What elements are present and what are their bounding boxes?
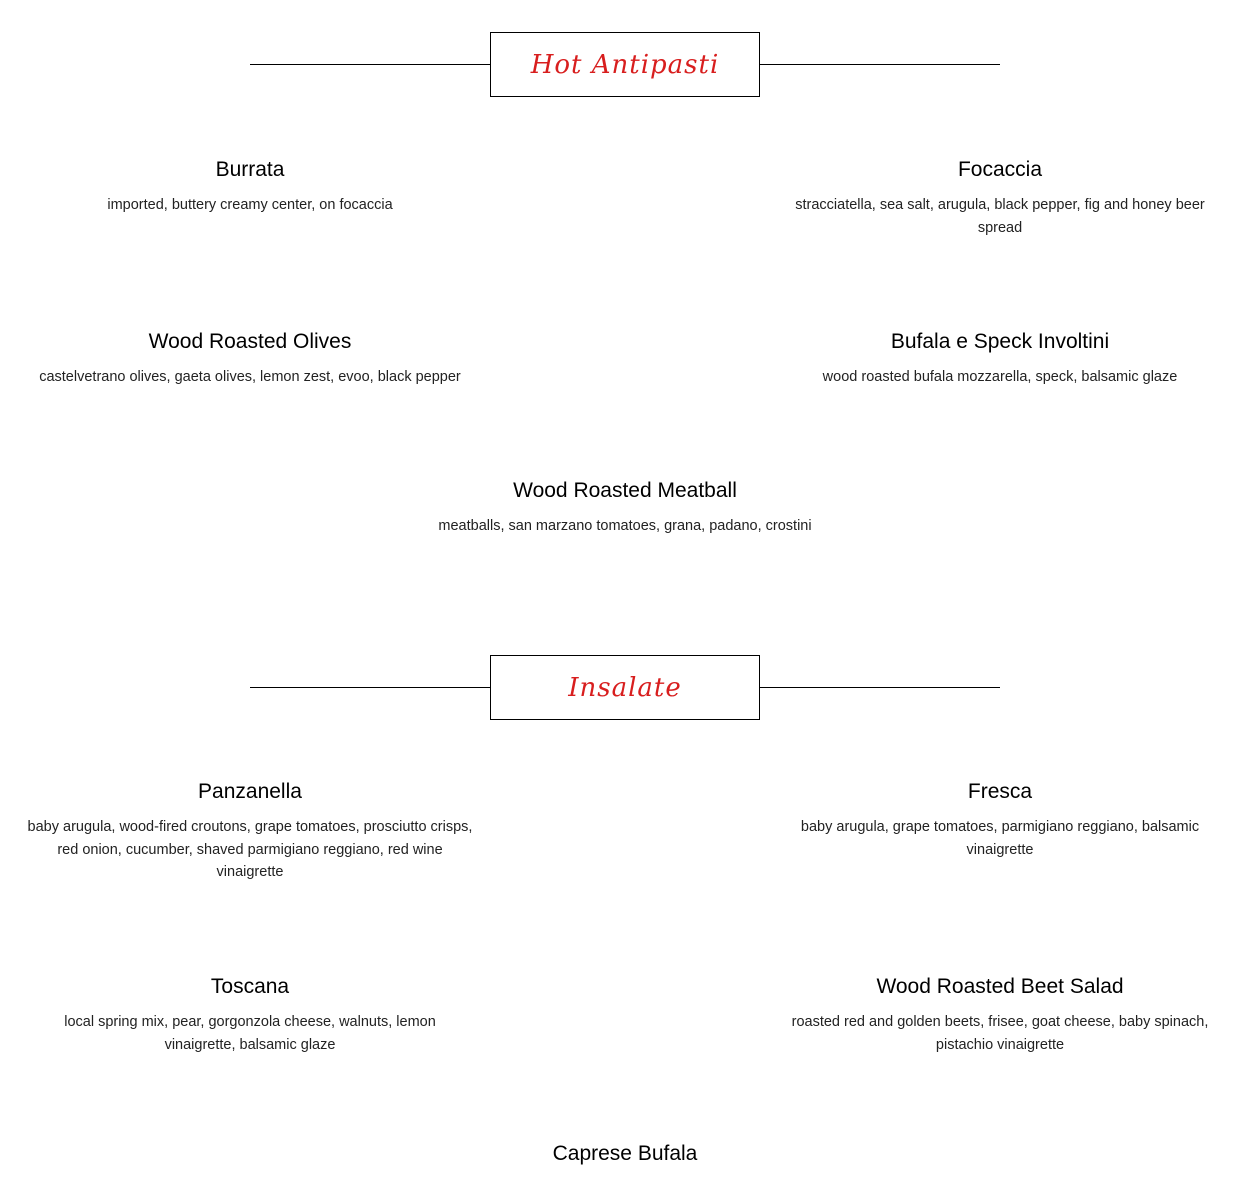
section-header-insalate	[250, 655, 1000, 720]
section-title-box	[490, 32, 760, 97]
section-header-hot-antipasti	[250, 32, 1000, 97]
divider-right	[760, 64, 1000, 65]
menu-item-name: Wood Roasted Olives	[148, 330, 352, 353]
menu-item-description: baby arugula, wood-fired croutons, grape tomatoes, prosciutto crisps, red onion, cucumber, shaved parmigiano reggiano, red wine vinaigrette	[27, 819, 473, 880]
menu-item-description: meatballs, san marzano tomatoes, grana, padano, crostini	[438, 518, 812, 534]
section-title: Hot Antipasti	[530, 49, 720, 80]
section-title-box	[490, 655, 760, 720]
menu-item-description: roasted red and golden beets, frisee, goat cheese, baby spinach, pistachio vinaigrette	[791, 1014, 1209, 1053]
menu-item-description: wood roasted bufala mozzarella, speck, balsamic glaze	[822, 369, 1178, 385]
menu-item-name: Wood Roasted Meatball	[513, 479, 737, 502]
menu-item-description: stracciatella, sea salt, arugula, black pepper, fig and honey beer spread	[795, 197, 1205, 236]
menu-item-description: baby arugula, grape tomatoes, parmigiano reggiano, balsamic vinaigrette	[800, 819, 1200, 858]
divider-left	[250, 64, 490, 65]
menu-item-wood-roasted-olives	[15, 330, 485, 389]
divider-right	[760, 687, 1000, 688]
menu-item-name: Panzanella	[198, 780, 302, 803]
menu-item-name: Toscana	[210, 975, 290, 998]
menu-item-description: castelvetrano olives, gaeta olives, lemon zest, evoo, black pepper	[39, 369, 461, 385]
menu-item-description: local spring mix, pear, gorgonzola cheese, walnuts, lemon vinaigrette, balsamic glaze	[64, 1014, 436, 1053]
menu-item-name: Bufala e Speck Involtini	[890, 330, 1110, 353]
menu-item-name: Wood Roasted Beet Salad	[876, 975, 1124, 998]
menu-item-burrata	[25, 158, 475, 217]
menu-item-name: Focaccia	[957, 158, 1043, 181]
menu-item-name: Caprese Bufala	[552, 1142, 698, 1165]
menu-item-bufala-e-speck-involtini	[775, 330, 1225, 389]
menu-item-panzanella	[22, 780, 478, 884]
menu-item-toscana	[50, 975, 450, 1056]
divider-left	[250, 687, 490, 688]
menu-item-caprese-bufala	[400, 1142, 850, 1178]
menu-item-description: imported, buttery creamy center, on focaccia	[107, 197, 393, 213]
section-title: Insalate	[568, 672, 682, 703]
menu-item-name: Burrata	[215, 158, 285, 181]
menu-item-wood-roasted-beet-salad	[778, 975, 1222, 1056]
menu-item-fresca	[785, 780, 1215, 861]
menu-item-name: Fresca	[967, 780, 1033, 803]
menu-item-focaccia	[782, 158, 1218, 239]
menu-item-wood-roasted-meatball	[400, 479, 850, 538]
